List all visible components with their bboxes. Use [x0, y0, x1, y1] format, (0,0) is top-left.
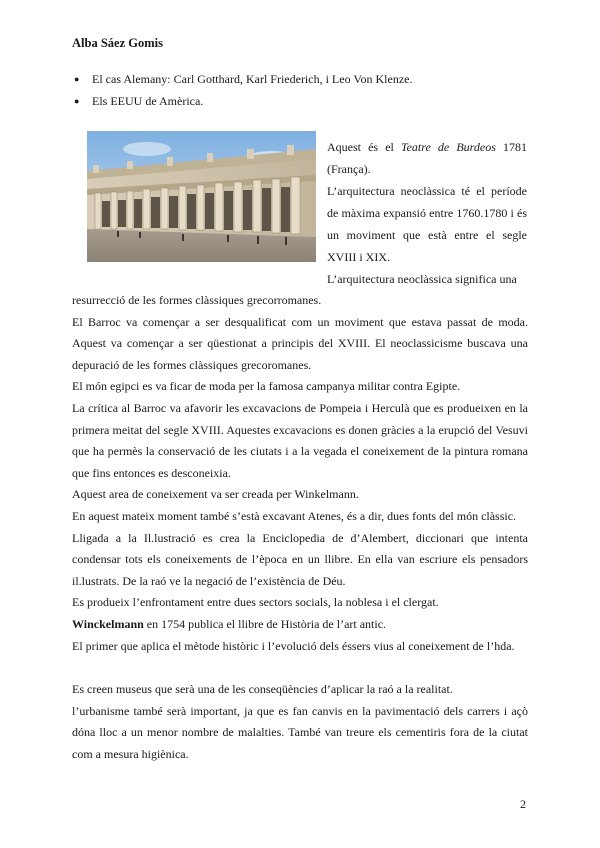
caption-text: Aquest és el: [327, 140, 401, 154]
paragraph: La crítica al Barroc va afavorir les excavacions de Pompeia i Herculà que es produeixen en la primera meitat del segle XVIII. Aquestes excavacions es donen gràcies a la erupció del Vesuvi que ha permès la conservació de les ciutats i a la vegada el coneixement de la pintura romana que fins entonces es desconeixia.: [72, 400, 528, 480]
image-caption: [327, 136, 527, 180]
paragraph: El món egipci es va ficar de moda per la famosa campanya militar contra Egipte.: [72, 379, 461, 394]
caption-text: 1781 (França).: [327, 140, 528, 176]
bullet-list: [72, 68, 532, 112]
paragraph: [72, 614, 528, 636]
image-caption-column: [327, 136, 527, 290]
theatre-photo: [87, 131, 316, 262]
paragraph: l’urbanisme també serà important, ja que es fan canvis en la pavimentació dels carrers i açò dóna lloc a un menor nombre de malalties. També van treure els cementiris fora de la ciutat com a mesura higiènica.: [72, 703, 528, 761]
paragraph: Es produeix l’enfrontament entre dues sectors socials, la noblesa i el clergat.: [72, 595, 439, 610]
paragraph: Lligada a la Il.lustració es crea la Enciclopedia de d’Alembert, diccionari que intenta condensar tots els coneixements de l’època en un llibre. En ella van escriure els pensadors il.lustrats. De la raó ve la negació de l’existència de Déu.: [72, 530, 528, 588]
paragraph: resurrecció de les formes clàssiques grecorromanes.: [72, 293, 322, 307]
paragraph: El Barroc va començar a ser desqualificat com un moviment que estava passat de moda. Aquest va començar a ser qüestionat a principis del XVIII. El neoclassicisme buscava una depuració de les formes clàssiques grecoromanes.: [72, 314, 528, 372]
paragraph-text: en 1754 publica el llibre de Història de l’art antic.: [143, 616, 387, 631]
paragraph-gap: [72, 657, 528, 679]
grand-theatre-image: [87, 131, 316, 262]
paragraph: El primer que aplica el mètode històric i l’evolució dels éssers vius al coneixement de l’hda.: [72, 638, 515, 653]
page-number: 2: [520, 797, 526, 811]
paragraph: Es creen museus que serà una de les conseqüències d’aplicar la raó a la realitat.: [72, 682, 453, 697]
list-item: ● Els EEUU de Amèrica.: [72, 90, 532, 112]
list-item: ● El cas Alemany: Carl Gotthard, Karl Friederich, i Leo Von Klenze.: [72, 68, 532, 90]
paragraph: L’arquitectura neoclàssica té el període de màxima expansió entre 1760.1780 i és un moviment que està entre el segle XVIII i XIX.: [327, 184, 527, 264]
body-text: [72, 290, 528, 765]
bold-name: Winckelmann: [72, 616, 144, 631]
paragraph: Aquest area de coneixement va ser creada per Winkelmann.: [72, 487, 359, 502]
paragraph: En aquest mateix moment també s’està excavant Atenes, és a dir, dues fonts del món clàssic.: [72, 508, 517, 523]
paragraph: L’arquitectura neoclàssica significa una: [327, 272, 517, 286]
caption-title: Teatre de Burdeos: [401, 140, 496, 154]
author-name: Alba Sáez Gomis: [72, 36, 163, 50]
